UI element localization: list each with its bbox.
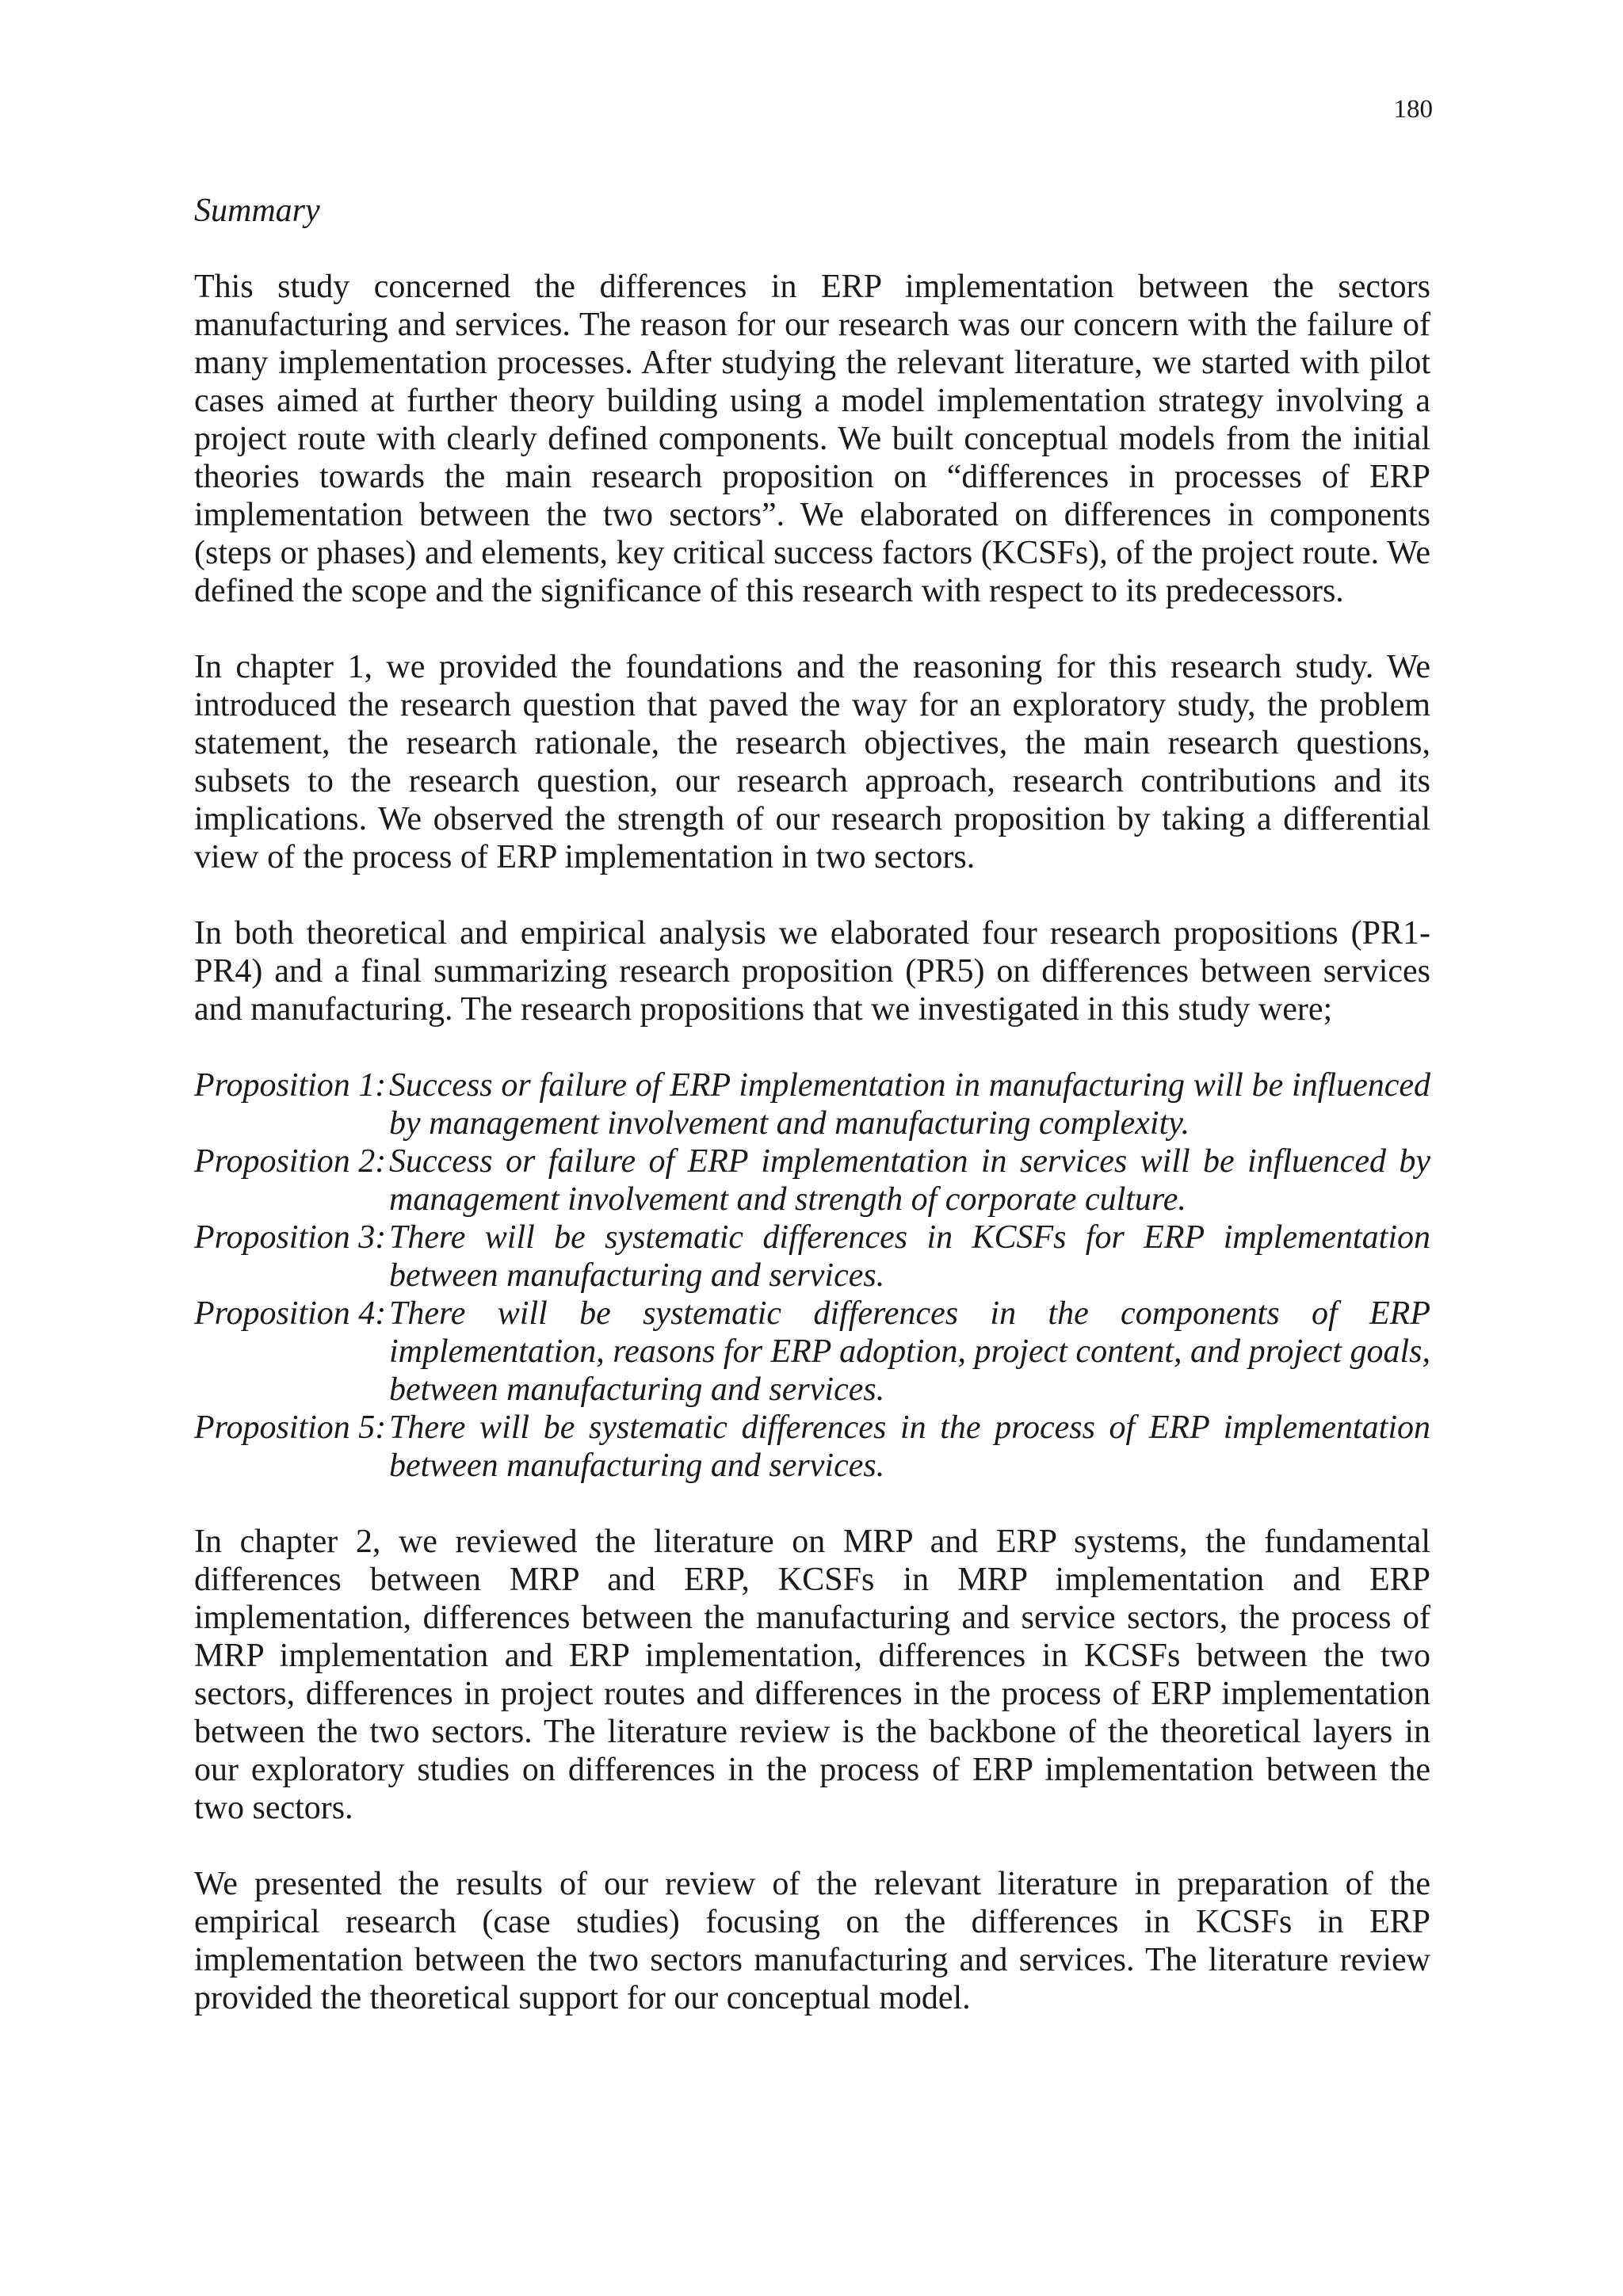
proposition-item xyxy=(194,1219,1430,1295)
proposition-label: Proposition 4: xyxy=(194,1295,387,1332)
proposition-item xyxy=(194,1409,1430,1485)
proposition-text: Success or failure of ERP implementation in services will be influenced by management involvement and strength of corporate culture. xyxy=(389,1143,1430,1218)
paragraph-intro: This study concerned the differences in ERP implementation between the sectors manufacturing and services. The reason for our research was our concern with the failure of many implementation processes. After studying the relevant literature, we started with pilot cases aimed at further theory building using a model implementation strategy involving a project route with clearly defined components. We built conceptual models from the initial theories towards the main research proposition on “differences in processes of ERP implementation between the two sectors”. We elaborated on differences in components (steps or phases) and elements, key critical success factors (KCSFs), of the project route. We defined the scope and the significance of this research with respect to its predecessors. xyxy=(194,269,1430,609)
proposition-item xyxy=(194,1066,1430,1142)
proposition-item xyxy=(194,1295,1430,1409)
proposition-text: There will be systematic differences in the components of ERP implementation, reasons for ERP adoption, project content, and project goals, between manufacturing and services. xyxy=(389,1295,1430,1408)
proposition-label: Proposition 3: xyxy=(194,1219,387,1256)
proposition-label: Proposition 1: xyxy=(194,1067,387,1104)
proposition-item xyxy=(194,1142,1430,1219)
proposition-label: Proposition 5: xyxy=(194,1409,387,1446)
propositions-list xyxy=(194,1066,1430,1485)
paragraph-chapter-2: In chapter 2, we reviewed the literature on MRP and ERP systems, the fundamental differences between MRP and ERP, KCSFs in MRP implementation and ERP implementation, differences between the manufacturing and service sectors, the process of MRP implementation and ERP implementation, differences in KCSFs between the two sectors, differences in project routes and differences in the process of ERP implementation between the two sectors. The literature review is the backbone of the theoretical layers in our exploratory studies on differences in the process of ERP implementation between the two sectors. xyxy=(194,1524,1430,1826)
page-number: 180 xyxy=(1393,95,1433,124)
proposition-text: There will be systematic differences in KCSFs for ERP implementation between manufacturing and services. xyxy=(389,1219,1430,1294)
paragraph-literature-results: We presented the results of our review of the relevant literature in preparation of the empirical research (case studies) focusing on the differences in KCSFs in ERP implementation between the two sectors manufacturing and services. The literature review provided the theoretical support for our conceptual model. xyxy=(194,1866,1430,2016)
paragraph-chapter-1: In chapter 1, we provided the foundations and the reasoning for this research study. We introduced the research question that paved the way for an exploratory study, the problem statement, the research rationale, the research objectives, the main research questions, subsets to the research question, our research approach, research contributions and its implications. We observed the strength of our research proposition by taking a differential view of the process of ERP implementation in two sectors. xyxy=(194,649,1430,875)
proposition-label: Proposition 2: xyxy=(194,1143,387,1180)
proposition-text: There will be systematic differences in the process of ERP implementation between manufacturing and services. xyxy=(389,1409,1430,1484)
proposition-text: Success or failure of ERP implementation in manufacturing will be influenced by management involvement and manufacturing complexity. xyxy=(389,1067,1430,1142)
paragraph-propositions-intro: In both theoretical and empirical analysis we elaborated four research propositions (PR1-PR4) and a final summarizing research proposition (PR5) on differences between services and manufacturing. The research propositions that we investigated in this study were; xyxy=(194,915,1430,1028)
section-heading: Summary xyxy=(194,193,320,229)
page-body xyxy=(194,192,1430,2055)
